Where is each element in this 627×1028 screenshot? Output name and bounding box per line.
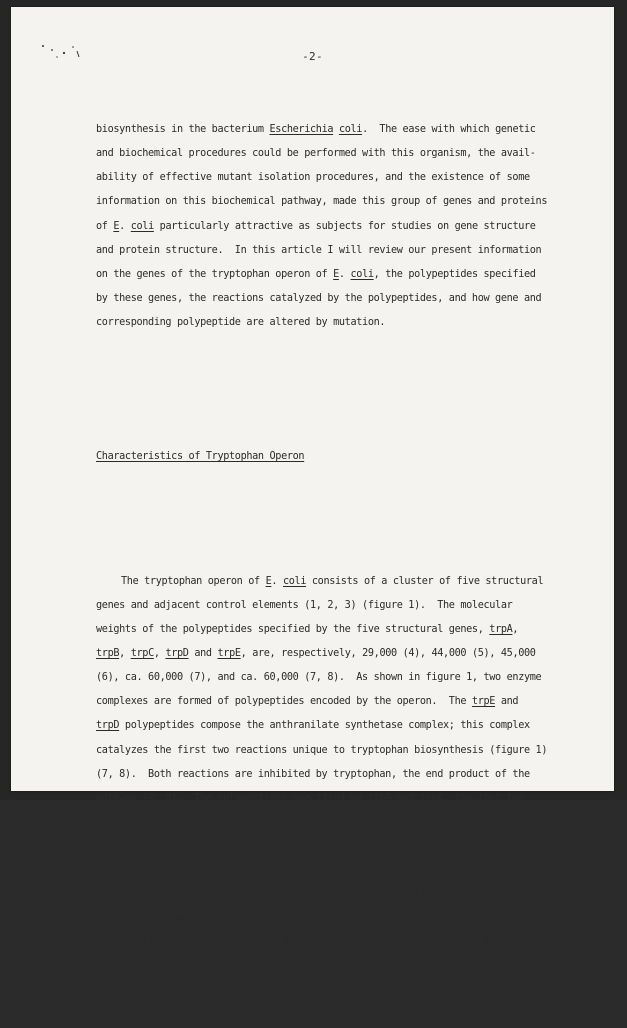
text-line [96,811,596,835]
underlined-term: Escherichia [269,124,334,136]
text-run: , are, respectively, 29,000 (4), 44,000 (5), 45,000 [240,648,536,660]
text-line [96,714,596,738]
underlined-term: trpD [96,720,120,732]
text-run: analyses with mutants of each gene of the operon (Yanofsky, Horn, Bonner and [96,913,536,925]
text-run: . [338,268,351,280]
underlined-term: trpB [96,648,120,660]
section-heading: Characteristics of Tryptophan Operon [96,451,305,463]
underlined-term: trpA [489,624,513,636]
paragraph-intro [96,118,596,335]
text-line [96,859,596,883]
text-run: complexes are formed of polypeptides encoded by the operon. The [96,696,472,708]
underlined-term: trpA [419,792,444,804]
text-run: (6), ca. 60,000 (7), and ca. 60,000 (7, 8). As shown in figure 1, two enzyme [96,672,542,684]
text-run: Stasiowski, in preparation) and mRNA transcription studies (3, 11) indicate [96,937,530,949]
text-line [96,263,596,287]
text-run: (9). The polypeptide specified by [96,865,299,876]
document-page [11,7,614,973]
text-run: on the genes of the tryptophan operon of [96,268,334,280]
text-run: by these genes, the reactions catalyzed by the polypeptides, and how gene and [96,292,542,304]
text-run: (7, 8). Both reactions are inhibited by tryptophan, the end product of the [96,768,530,780]
text-run: particularly attractive as subjects for studies on gene structure [153,220,536,232]
text-run: that there are no other structural genes in the operon. [96,961,415,973]
text-run: . [271,575,283,587]
text-run: biosynthesis in the bacterium [96,124,270,136]
text-line [96,311,596,335]
text-line [96,739,596,763]
text-line [96,215,596,239]
text-run: polypeptides compose the anthranilate synthetase complex; this complex [119,720,530,732]
text-run: The tryptophan operon of [121,575,266,587]
text-run: of [96,220,114,232]
text-run: performs the terminal reaction in tryptophan biosynthesis (figures 1 and 2) [96,840,530,852]
text-line [96,618,596,642]
page-number: -2- [302,50,323,63]
text-line [96,239,596,263]
text-run: and protein structure. In this article I will review our present information [96,244,542,256]
underlined-term: coli [282,575,307,587]
text-run: . [119,220,131,232]
text-run: genes and adjacent control elements (1, 2, 3) (figure 1). The molecular [96,599,513,611]
paragraph-characteristics [96,570,596,980]
text-run: . The ease with which genetic [362,124,536,136]
text-line [96,666,596,690]
text-run: information on this biochemical pathway, made this group of genes and proteins [96,196,548,208]
text-line [96,142,596,166]
text-run: and biochemical procedures could be performed with this organism, the avail- [96,148,536,160]
underlined-term: coli [350,268,374,280]
text-run: reactions in tryptophan formation (figure 1) (6, 10). Fine structure genetic [96,889,542,901]
text-line [96,931,596,955]
text-run: catalyzes two sequential intermediate [321,865,542,876]
text-run: and [188,648,218,660]
underlined-term: E [265,575,272,587]
text-run: and [390,792,420,804]
document-body [96,70,596,1028]
text-run: , [119,648,131,660]
text-line [96,955,596,979]
text-line [96,690,596,714]
text-run: , the polypeptides specified [373,268,536,280]
text-line [96,907,596,931]
text-line [96,787,596,811]
text-run: pathway (7, 8). The polypeptides specified by [96,792,368,804]
text-line [96,594,596,618]
underlined-term: trpC [298,865,322,876]
text-run: and [495,696,519,708]
text-run: , the last two [443,792,524,804]
underlined-term: trpE [471,696,496,708]
text-line [96,883,596,907]
text-line [96,570,596,594]
underlined-term: E [113,220,120,232]
text-line [96,287,596,311]
text-line [96,763,596,787]
text-line [96,166,596,190]
text-run: , [153,648,166,660]
text-line [96,835,596,859]
text-run: corresponding polypeptide are altered by mutation. [96,316,386,328]
text-run: consists of a cluster of five structural [306,575,544,587]
underlined-term: trpE [217,648,241,660]
text-line [96,642,596,666]
text-line [96,118,596,142]
text-run: ability of effective mutant isolation procedures, and the existence of some [96,172,530,184]
underlined-term: trpC [130,648,154,660]
underlined-term: trpD [165,648,189,660]
text-line [96,190,596,214]
text-run: , [512,624,519,636]
underlined-term: trpB [367,792,391,804]
underlined-term: E [333,268,339,280]
text-run: genes of the operon, form the tryptophan synthetase complex; this complex [96,816,519,828]
underlined-term: coli [130,220,154,232]
text-run: weights of the polypeptides specified by the five structural genes, [96,624,490,636]
text-run: catalyzes the first two reactions unique to tryptophan biosynthesis (figure 1) [96,744,548,756]
underlined-term: coli [338,124,363,136]
